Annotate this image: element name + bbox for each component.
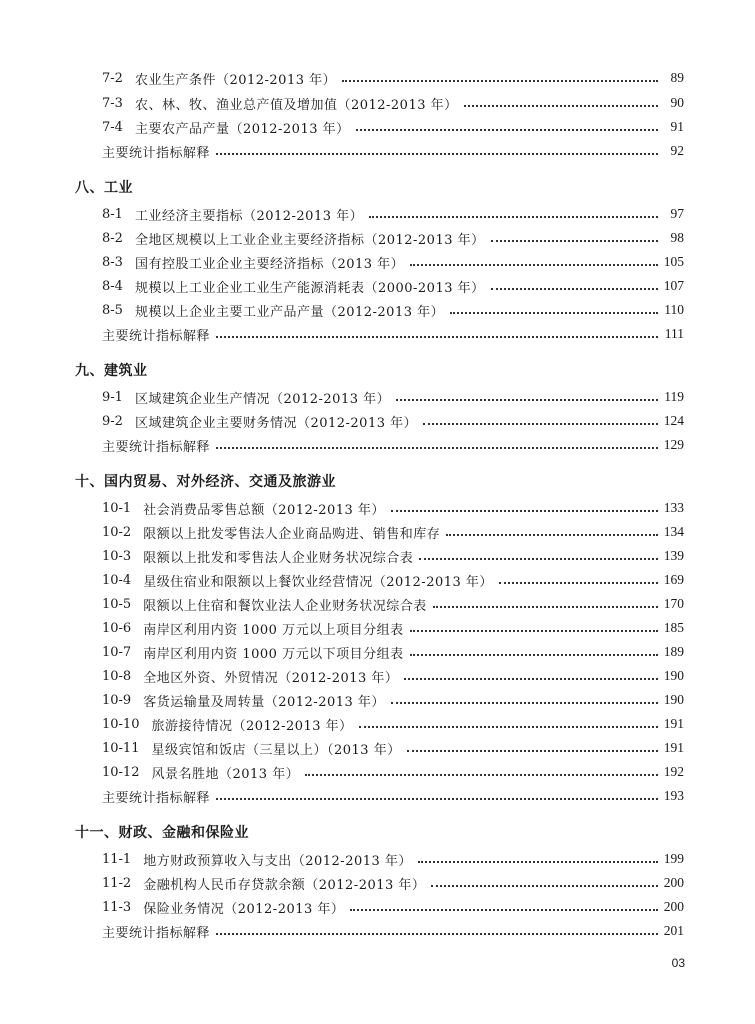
entry-title: 国有控股工业企业主要经济指标（2013 年） [134,256,405,272]
dot-leader [350,908,657,911]
section-heading[interactable]: 八、工业 [75,180,133,196]
toc-entry[interactable] [102,641,684,663]
entry-number: 7-3 [102,95,123,111]
entry-page: 90 [670,95,684,110]
toc-entry[interactable] [102,299,684,321]
toc-entry[interactable] [102,761,684,783]
entry-title: 规模以上企业主要工业产品产量（2012-2013 年） [134,304,445,320]
toc-entry[interactable] [102,410,684,432]
dot-leader [450,311,658,314]
dot-leader [216,797,658,800]
toc-entry-notes[interactable] [102,323,684,345]
entry-title: 地方财政预算收入与支出（2012-2013 年） [143,853,412,869]
entry-number: 10-11 [102,740,140,756]
entry-page: 189 [663,644,684,659]
toc-entry[interactable] [102,386,684,408]
toc-entry[interactable] [102,116,684,138]
entry-number: 10-6 [102,620,132,636]
entry-number: 10-5 [102,596,132,612]
entry-title: 主要统计指标解释 [102,790,211,806]
dot-leader [356,128,658,131]
dot-leader [407,749,658,752]
entry-page: 91 [670,119,684,134]
entry-page: 105 [663,254,684,269]
entry-title: 限额以上批发和零售法人企业财务状况综合表 [143,550,414,566]
entry-page: 169 [663,572,684,587]
entry-page: 111 [664,326,684,341]
entry-title: 农、林、牧、渔业总产值及增加值（2012-2013 年） [134,97,458,113]
dot-leader [391,509,658,512]
toc-entry[interactable] [102,67,684,89]
entry-page: 191 [663,740,684,755]
toc-entry[interactable] [102,593,684,615]
entry-page: 139 [663,548,684,563]
entry-title: 星级宾馆和饭店（三星以上）（2013 年） [151,742,401,758]
entry-number: 10-7 [102,644,132,660]
entry-number: 10-12 [102,764,140,780]
entry-title: 区域建筑企业生产情况（2012-2013 年） [134,391,391,407]
entry-page: 191 [663,716,684,731]
toc-entry[interactable] [102,617,684,639]
dot-leader [359,725,658,728]
toc-entry[interactable] [102,497,684,519]
dot-leader [369,215,658,218]
entry-number: 7-4 [102,119,123,135]
toc-entry[interactable] [102,545,684,567]
toc-entry[interactable] [102,896,684,918]
entry-number: 8-5 [102,302,123,318]
dot-leader [410,263,658,266]
entry-page: 199 [663,851,684,866]
entry-title: 旅游接待情况（2012-2013 年） [151,718,353,734]
section-heading[interactable]: 十一、财政、金融和保险业 [75,825,249,841]
entry-page: 192 [663,764,684,779]
toc-entry[interactable] [102,713,684,735]
toc-entry[interactable] [102,689,684,711]
dot-leader [410,629,658,632]
entry-page: 89 [670,70,684,85]
entry-page: 201 [663,923,684,938]
entry-title: 限额以上住宿和餐饮业法人企业财务状况综合表 [143,598,427,614]
entry-number: 8-1 [102,206,123,222]
dot-leader [464,104,658,107]
entry-title: 工业经济主要指标（2012-2013 年） [134,208,364,224]
toc-entry[interactable] [102,275,684,297]
entry-page: 133 [663,500,684,515]
section-heading[interactable]: 十、国内贸易、对外经济、交通及旅游业 [75,474,336,490]
entry-title: 金融机构人民币存贷款余额（2012-2013 年） [143,877,426,893]
dot-leader [305,773,658,776]
entry-title: 主要统计指标解释 [102,925,211,941]
dot-leader [410,653,658,656]
entry-page: 185 [663,620,684,635]
entry-page: 190 [663,668,684,683]
dot-leader [396,398,658,401]
entry-page: 134 [663,524,684,539]
toc-entry[interactable] [102,521,684,543]
dot-leader [404,677,657,680]
dot-leader [433,605,658,608]
toc-entry[interactable] [102,203,684,225]
entry-number: 10-3 [102,548,132,564]
entry-number: 9-1 [102,389,123,405]
entry-title: 限额以上批发零售法人企业商品购进、销售和库存 [143,526,441,542]
entry-number: 8-3 [102,254,123,270]
entry-title: 南岸区利用内资 1000 万元以下项目分组表 [143,646,404,662]
dot-leader [418,860,658,863]
entry-number: 10-9 [102,692,132,708]
entry-number: 9-2 [102,413,123,429]
entry-title: 全地区规模以上工业企业主要经济指标（2012-2013 年） [134,232,485,248]
toc-entry-notes[interactable] [102,785,684,807]
toc-entry-notes[interactable] [102,434,684,456]
entry-title: 主要农产品产量（2012-2013 年） [134,121,350,137]
entry-page: 200 [663,875,684,890]
toc-entry[interactable] [102,227,684,249]
entry-number: 10-2 [102,524,132,540]
entry-title: 星级住宿业和限额以上餐饮业经营情况（2012-2013 年） [143,574,493,590]
entry-number: 10-1 [102,500,132,516]
entry-number: 10-8 [102,668,132,684]
toc-entry[interactable] [102,665,684,687]
entry-title: 全地区外资、外贸情况（2012-2013 年） [143,670,399,686]
entry-number: 11-2 [102,875,132,891]
dot-leader [491,239,658,242]
dot-leader [431,884,657,887]
dot-leader [216,446,658,449]
dot-leader [491,287,658,290]
toc-entry[interactable] [102,569,684,591]
dot-leader [499,581,658,584]
entry-title: 南岸区利用内资 1000 万元以上项目分组表 [143,622,404,638]
entry-page: 129 [663,437,684,452]
entry-page: 200 [663,899,684,914]
entry-page: 193 [663,788,684,803]
toc-entry[interactable] [102,92,684,114]
page-number: 03 [671,956,685,970]
dot-leader [342,79,658,82]
entry-number: 8-2 [102,230,123,246]
toc-entry[interactable] [102,872,684,894]
entry-title: 客货运输量及周转量（2012-2013 年） [143,694,385,710]
section-heading[interactable]: 九、建筑业 [75,363,148,379]
entry-page: 97 [670,206,684,221]
entry-number: 8-4 [102,278,123,294]
entry-title: 农业生产条件（2012-2013 年） [134,72,337,88]
entry-page: 190 [663,692,684,707]
toc-entry[interactable] [102,848,684,870]
dot-leader [216,932,658,935]
entry-number: 11-3 [102,899,132,915]
toc-entry-notes[interactable] [102,920,684,942]
entry-page: 107 [663,278,684,293]
entry-title: 风景名胜地（2013 年） [151,766,300,782]
entry-title: 主要统计指标解释 [102,439,211,455]
toc-entry[interactable] [102,251,684,273]
entry-page: 124 [663,413,684,428]
entry-title: 主要统计指标解释 [102,145,211,161]
dot-leader [216,152,658,155]
dot-leader [446,533,658,536]
toc-entry-notes[interactable] [102,140,684,162]
dot-leader [419,557,658,560]
entry-title: 保险业务情况（2012-2013 年） [143,901,345,917]
entry-number: 7-2 [102,70,123,86]
dot-leader [216,335,658,338]
entry-number: 10-4 [102,572,132,588]
entry-number: 11-1 [102,851,132,867]
entry-page: 92 [670,143,684,158]
entry-title: 主要统计指标解释 [102,328,211,344]
entry-title: 社会消费品零售总额（2012-2013 年） [143,502,385,518]
entry-page: 98 [670,230,684,245]
entry-page: 119 [664,389,684,404]
entry-page: 170 [663,596,684,611]
dot-leader [423,422,658,425]
entry-title: 规模以上工业企业工业生产能源消耗表（2000-2013 年） [134,280,485,296]
toc-entry[interactable] [102,737,684,759]
entry-number: 10-10 [102,716,140,732]
entry-title: 区域建筑企业主要财务情况（2012-2013 年） [134,415,418,431]
dot-leader [391,701,658,704]
entry-page: 110 [664,302,684,317]
